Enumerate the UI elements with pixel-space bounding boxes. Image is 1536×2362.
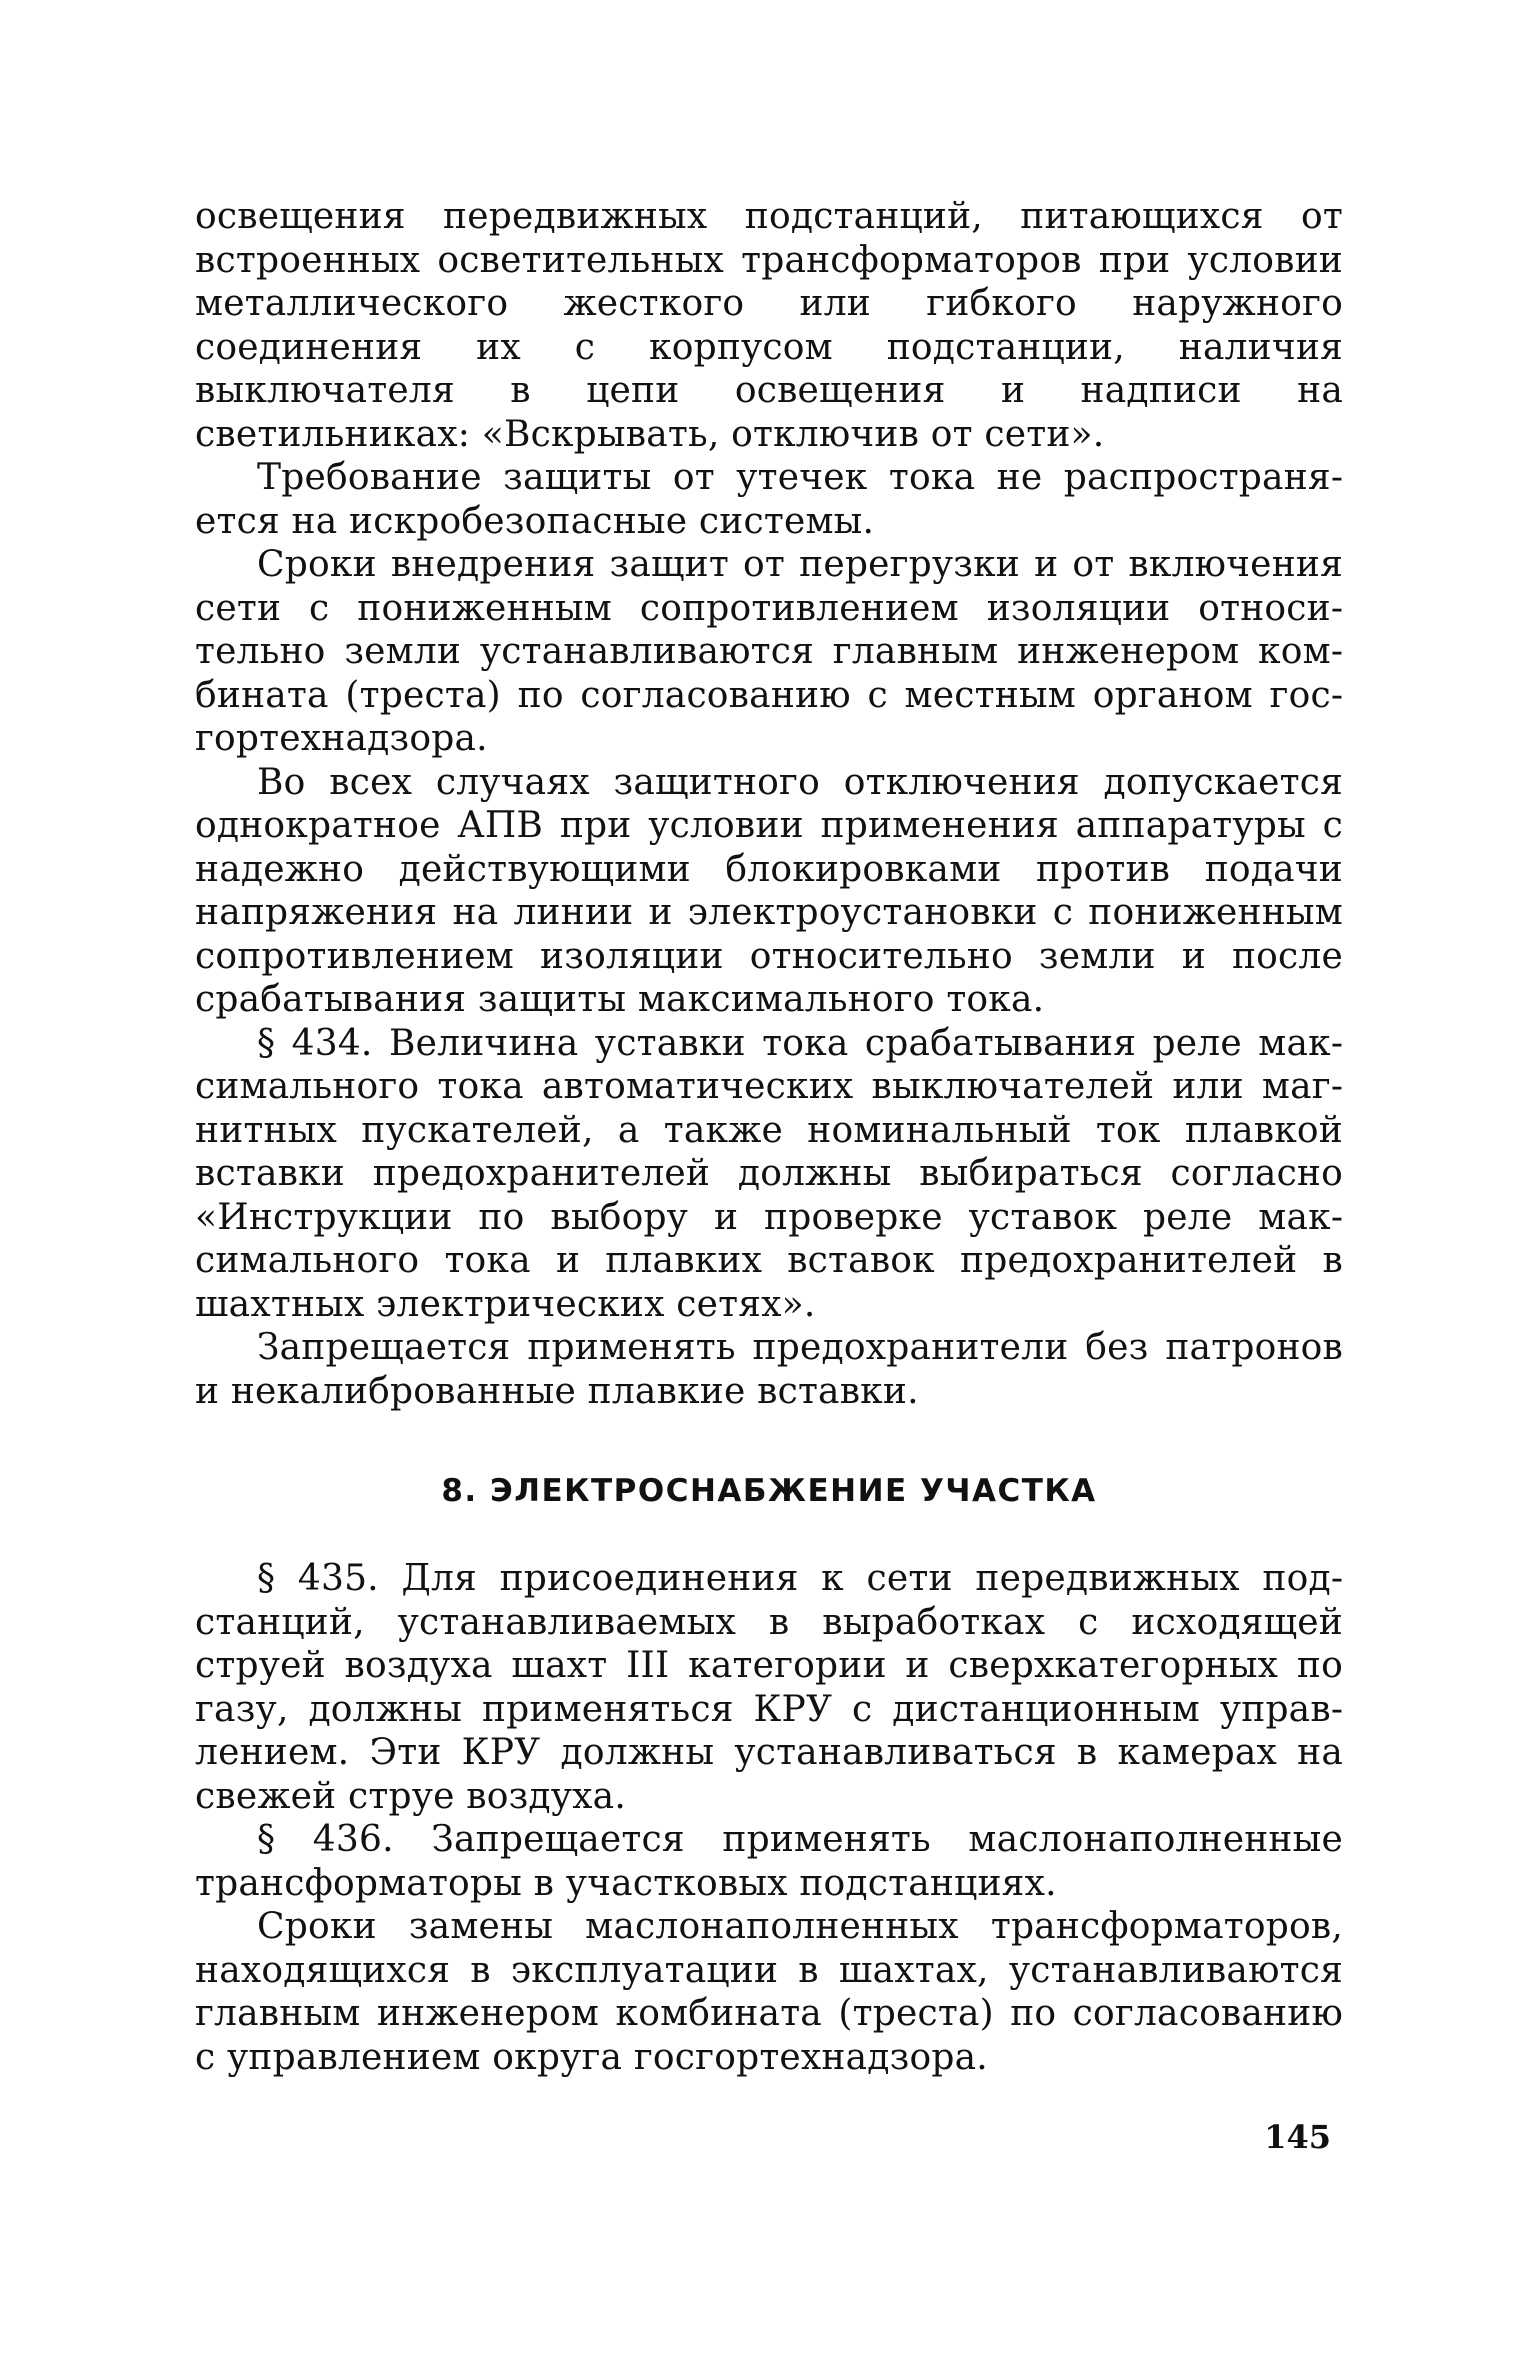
paragraph-apv: Во всех случаях защитного отключения допускается однократное АПВ при условии применения аппаратуры с надежно действующими блокировками против подачи напряжения на линии и электроустановки с пониженным сопротивлением изоляции относительно земли и после срабатывания защиты максимального тока. (195, 761, 1343, 1020)
section-heading: 8. ЭЛЕКТРОСНАБЖЕНИЕ УЧАСТКА (441, 1473, 1097, 1509)
paragraph-fuses-prohibited: Запрещается применять предохранители без патронов и некалиброванные плавкие вставки. (195, 1327, 1343, 1412)
paragraph-section-436: § 436. Запрещается применять маслонаполненные трансформаторы в участковых подстанциях. (195, 1819, 1343, 1904)
paragraph-replacement-terms: Сроки замены маслонаполненных трансформаторов, находящихся в эксплуатации в шахтах, устанавливаются главным инженером комбината (треста) по согласованию с управлением округа госгортехнадзора. (195, 1906, 1343, 2078)
page-number: 145 (1264, 2118, 1331, 2156)
paragraph-lighting-continuation: освещения передвижных подстанций, питающихся от встроенных осветительных трансформаторов при условии металлического жесткого или гибкого наружного соединения их с корпусом подстанции, наличия выключателя в цепи освещения и надписи на светильниках: «Вскрывать, отключив от сети». (195, 196, 1343, 455)
document-page (195, 195, 1343, 2185)
paragraph-section-435: § 435. Для присоединения к сети передвижных подстанций, устанавливаемых в выработках с исходящей струей воздуха шахт III категории и сверхкатегорных по газу, должны применяться КРУ с дистанционным управлением. Эти КРУ должны устанавливаться в камерах на свежей струе воздуха. (195, 1558, 1343, 1817)
paragraph-section-434: § 434. Величина уставки тока срабатывания реле максимального тока автоматических выключателей или магнитных пускателей, а также номинальный ток плавкой вставки предохранителей должны выбираться согласно «Инструкции по выбору и проверке уставок реле максимального тока и плавких вставок предохранителей в шахтных электрических сетях». (195, 1022, 1343, 1325)
paragraph-leakage-protection: Требование защиты от утечек тока не распространяется на искробезопасные системы. (195, 457, 1343, 542)
paragraph-implementation-terms: Сроки внедрения защит от перегрузки и от включения сети с пониженным сопротивлением изоляции относительно земли устанавливаются главным инженером комбината (треста) по согласованию с местным органом госгортехнадзора. (195, 544, 1343, 759)
